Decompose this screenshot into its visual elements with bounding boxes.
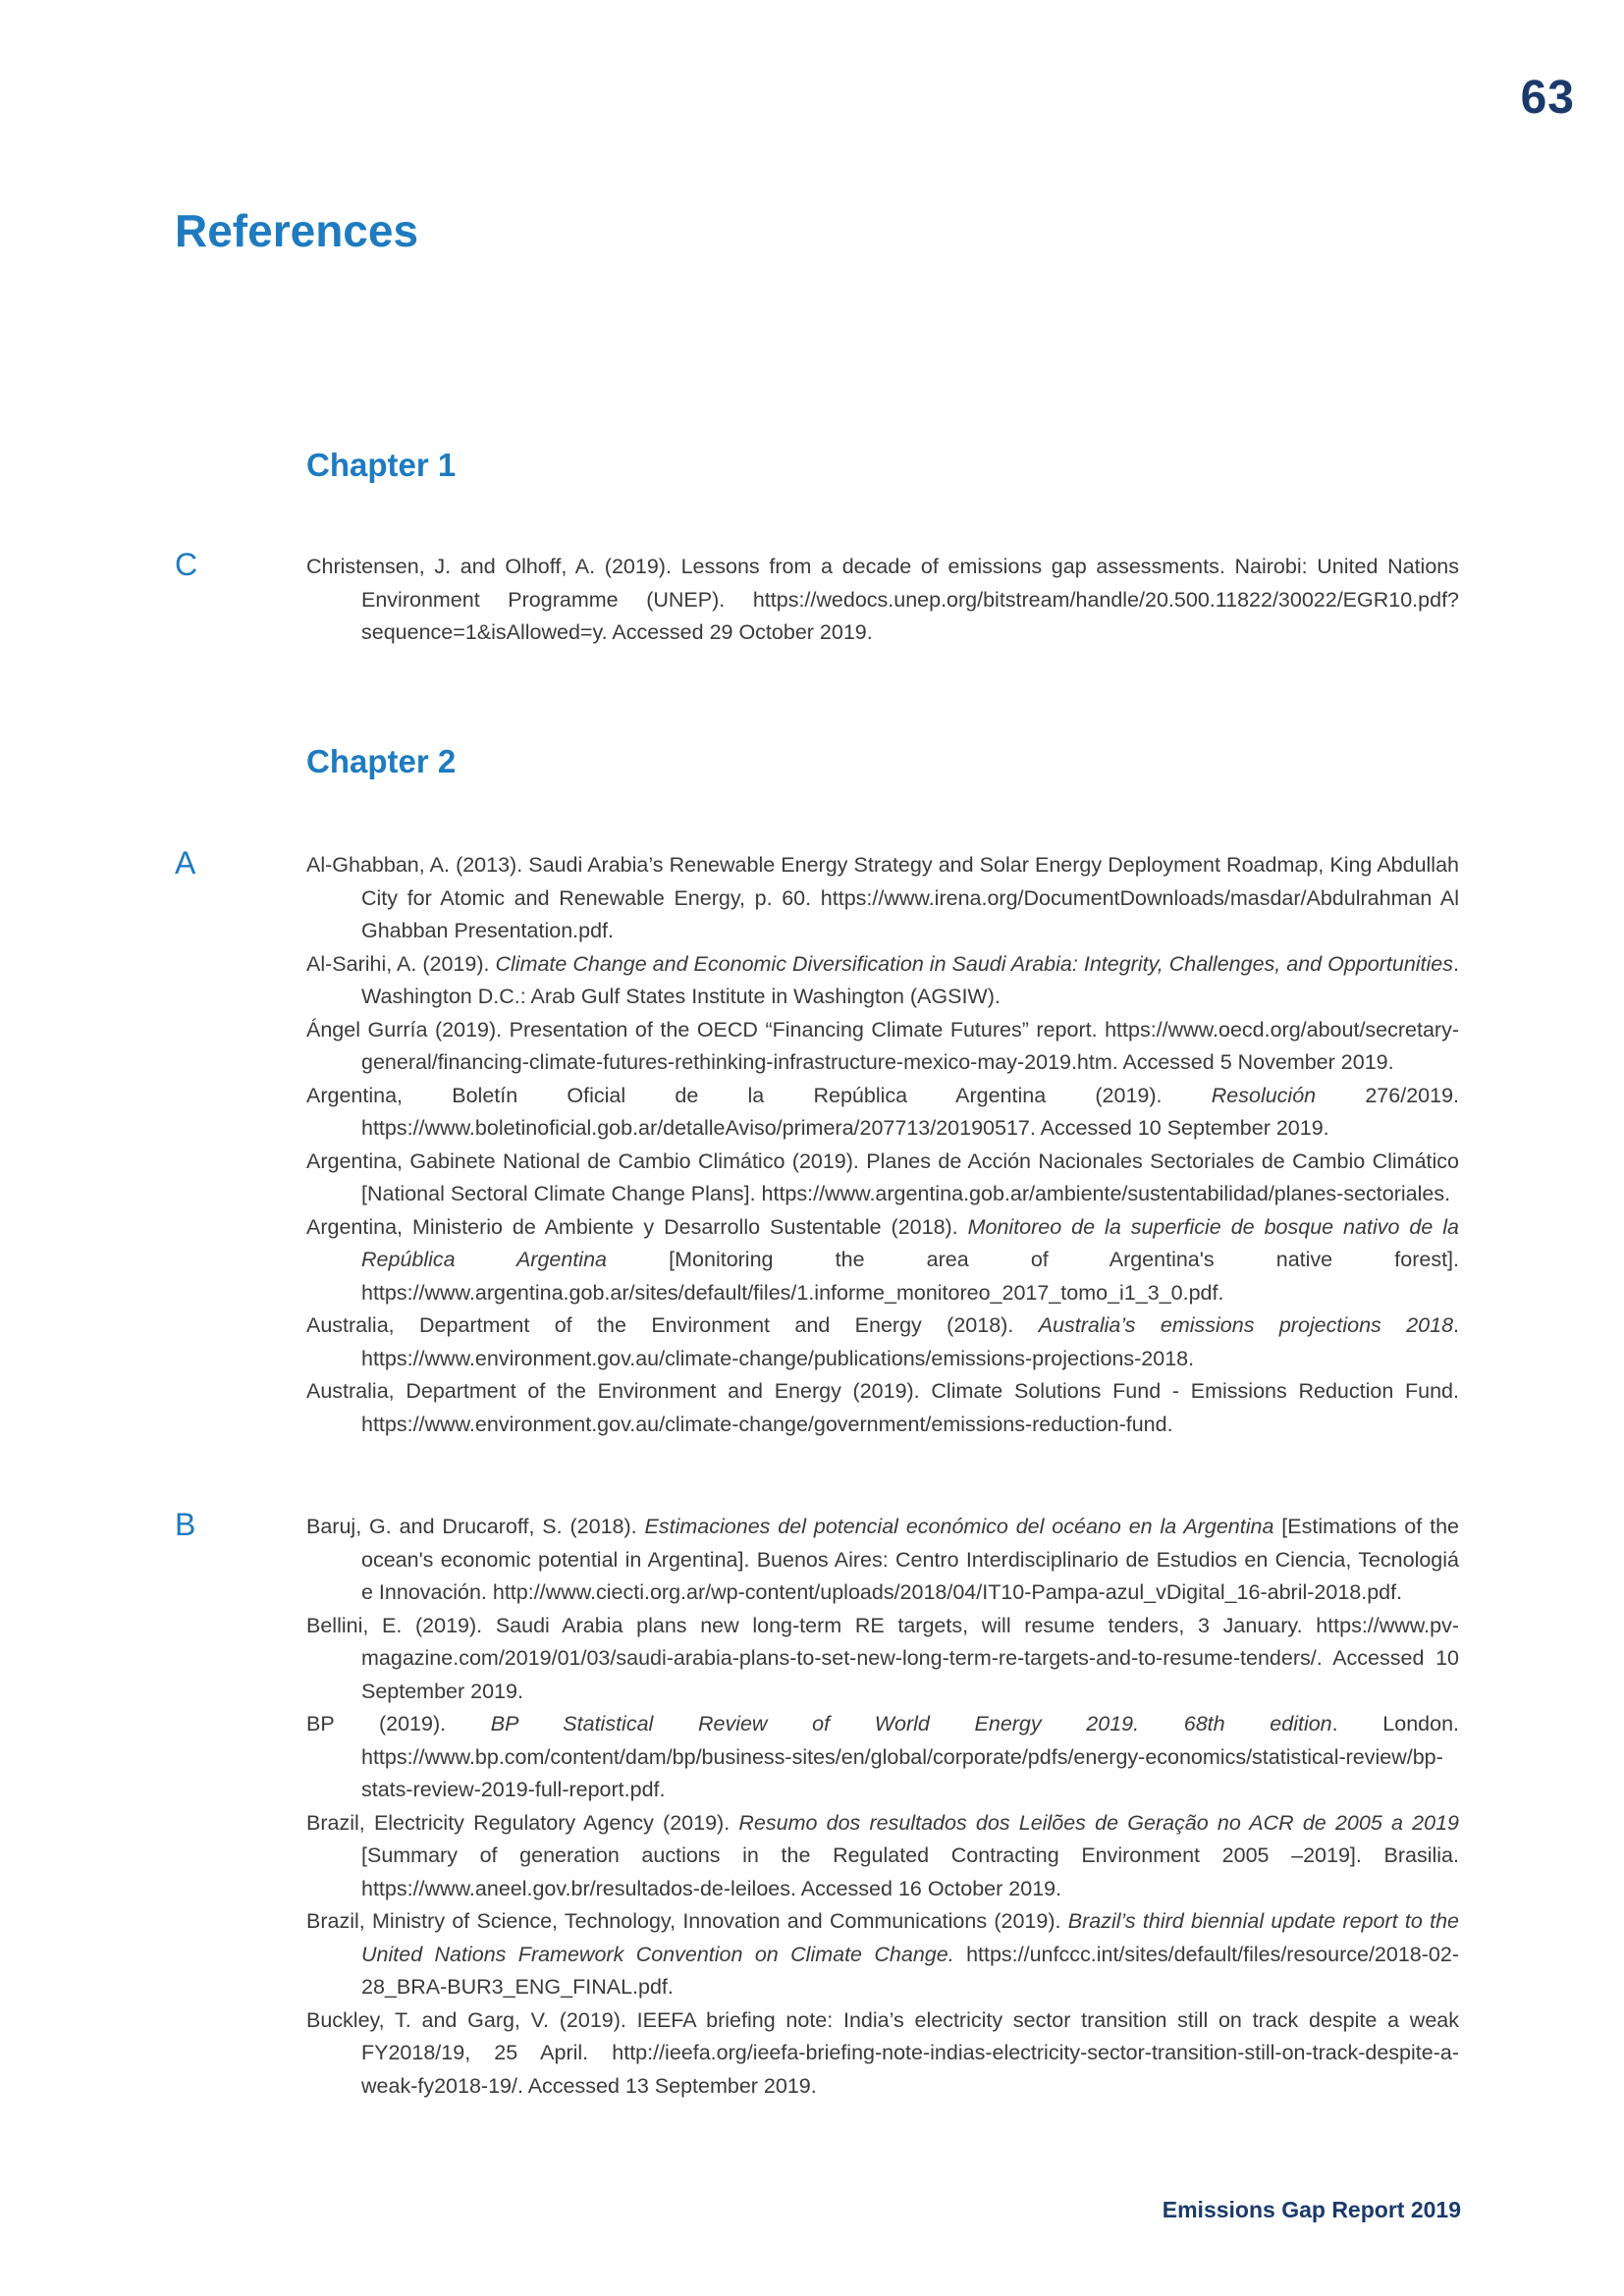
reference-entry: Argentina, Ministerio de Ambiente y Desarrollo Sustentable (2018). Monitoreo de la superficie de bosque nativo de la República Argentina [Monitoring the area of Argentina's native forest]. https://www.argentina.gob.ar/sites/default/files/1.informe_monitoreo_2017_tomo_i1_3_0.pdf. [306, 1214, 1459, 1305]
chapter-2-heading: Chapter 2 [306, 743, 457, 779]
reference-entry: Bellini, E. (2019). Saudi Arabia plans new long-term RE targets, will resume tenders, 3 January. https://www.pv-magazine.com/2019/01/03/saudi-arabia-plans-to-set-new-long-term-re-targets-and-to-resume-tenders/. Accessed 10 September 2019. [306, 1613, 1459, 1703]
reference-entry: BP (2019). BP Statistical Review of World Energy 2019. 68th edition. London. https://www.bp.com/content/dam/bp/business-sites/en/global/corporate/pdfs/energy-economics/statistical-review/bp-stats-review-2019-full-report.pdf. [306, 1712, 1459, 1801]
reference-entry: Brazil, Electricity Regulatory Agency (2019). Resumo dos resultados dos Leilões de Geração no ACR de 2005 a 2019 [Summary of generation auctions in the Regulated Contracting Environment 2005 –2019]. Brasilia. https://www.aneel.gov.br/resultados-de-leiloes. Accessed 16 October 2019. [306, 1810, 1459, 1900]
reference-entry: Al-Sarihi, A. (2019). Climate Change and Economic Diversification in Saudi Arabia: Integrity, Challenges, and Opportunities. Washington D.C.: Arab Gulf States Institute in Washington (AGSIW). [306, 951, 1459, 1008]
reference-entry: Baruj, G. and Drucaroff, S. (2018). Estimaciones del potencial económico del océano en la Argentina [Estimations of the ocean's economic potential in Argentina]. Buenos Aires: Centro Interdisciplinario de Estudios en Ciencia, Tecnologiá e Innovación. http://www.ciecti.org.ar/wp-content/uploads/2018/04/IT10-Pampa-azul_vDigital_16-abril-2018.pdf. [306, 1515, 1460, 1604]
section-letter-c: C [175, 547, 198, 582]
reference-entry: Brazil, Ministry of Science, Technology, Innovation and Communications (2019). Brazil’s third biennial update report to the United Nations Framework Convention on Climate Change. https://unfccc.int/sites/default/files/resource/2018-02-28_BRA-BUR3_ENG_FINAL.pdf. [306, 1909, 1459, 1999]
reference-entry: Ángel Gurría (2019). Presentation of the OECD “Financing Climate Futures” report. https://www.oecd.org/about/secretary-general/financing-climate-futures-rethinking-infrastructure-mexico-may-2019.htm. Accessed 5 November 2019. [306, 1017, 1459, 1074]
section-letter-a: A [175, 845, 196, 881]
reference-entry: Argentina, Boletín Oficial de la República Argentina (2019). Resolución 276/2019. https://www.boletinoficial.gob.ar/detalleAviso/primera/207713/20190517. Accessed 10 September 2019. [306, 1083, 1460, 1140]
reference-entry: Australia, Department of the Environment and Energy (2019). Climate Solutions Fund - Emissions Reduction Fund. https://www.environment.gov.au/climate-change/government/emissions-reduction-fund. [306, 1379, 1459, 1436]
section-letter-b: B [175, 1507, 196, 1542]
reference-entry: Christensen, J. and Olhoff, A. (2019). Lessons from a decade of emissions gap assessments. Nairobi: United Nations Environment Programme (UNEP). https://wedocs.unep.org/bitstream/handle/20.500.11822/30022/EGR10.pdf?sequence=1&isAllowed=y. Accessed 29 October 2019. [306, 555, 1459, 644]
chapter-1-heading: Chapter 1 [306, 447, 457, 483]
chapter-2-section-a-refs [306, 849, 1459, 1441]
reference-entry: Argentina, Gabinete National de Cambio Climático (2019). Planes de Acción Nacionales Sectoriales de Cambio Climático [National Sectoral Climate Change Plans]. https://www.argentina.gob.ar/ambiente/sustentabilidad/planes-sectoriales. [306, 1148, 1459, 1205]
chapter-2-section-b-refs [306, 1511, 1459, 2103]
page-title: References [175, 205, 419, 256]
page-number: 63 [1520, 72, 1575, 124]
footer-report-title: Emissions Gap Report 2019 [1162, 2197, 1461, 2222]
reference-entry: Australia, Department of the Environment and Energy (2018). Australia’s emissions projections 2018. https://www.environment.gov.au/climate-change/publications/emissions-projections-2018. [306, 1313, 1460, 1370]
chapter-1-section-c-refs [306, 551, 1459, 650]
reference-entry: Al-Ghabban, A. (2013). Saudi Arabia’s Renewable Energy Strategy and Solar Energy Deployment Roadmap, King Abdullah City for Atomic and Renewable Energy, p. 60. https://www.irena.org/DocumentDownloads/masdar/Abdulrahman Al Ghabban Presentation.pdf. [306, 853, 1459, 942]
reference-entry: Buckley, T. and Garg, V. (2019). IEEFA briefing note: India’s electricity sector transition still on track despite a weak FY2018/19, 25 April. http://ieefa.org/ieefa-briefing-note-indias-electricity-sector-transition-still-on-track-despite-a-weak-fy2018-19/. Accessed 13 September 2019. [306, 2007, 1459, 2098]
